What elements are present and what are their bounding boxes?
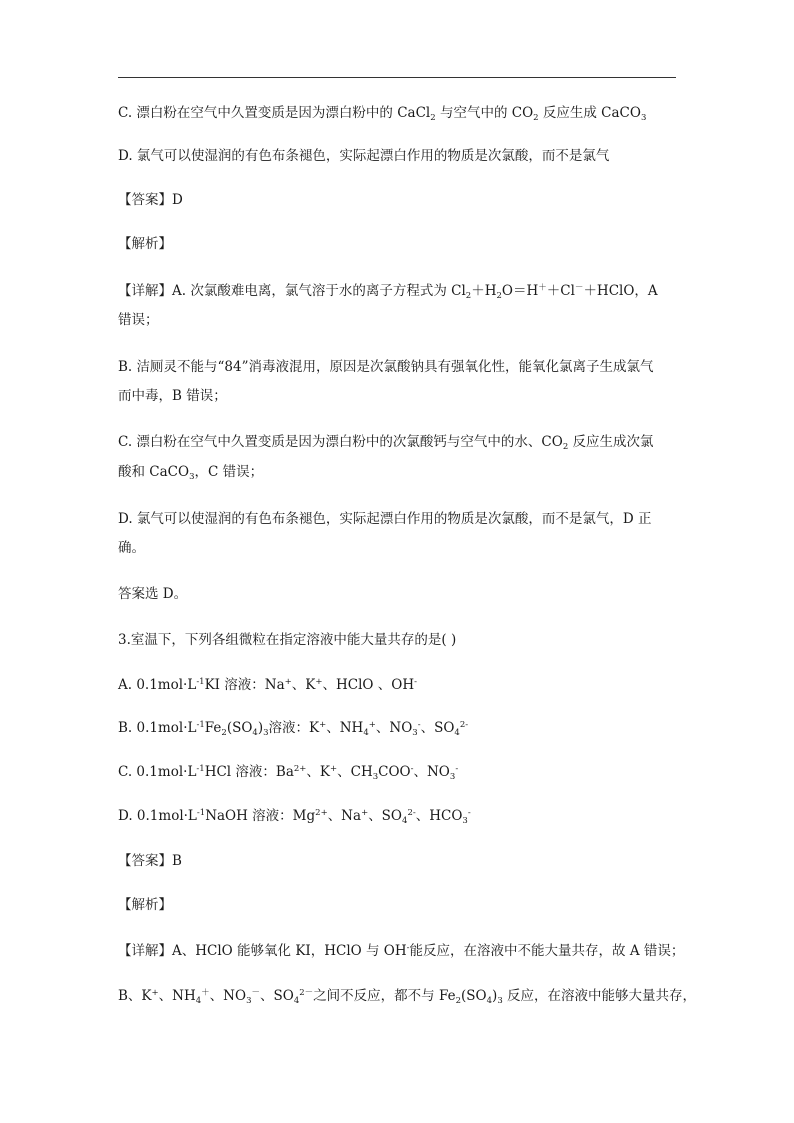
subscript: 2 — [221, 728, 227, 738]
subscript: 2 — [455, 996, 462, 1006]
text-line — [118, 807, 471, 825]
text-run: 反应，在溶液中能够大量共存， — [502, 988, 697, 1004]
text-run: 确。 — [118, 540, 145, 556]
superscript: -1 — [196, 764, 205, 774]
text-line — [118, 282, 658, 300]
text-run: C. 0.1mol·L — [118, 764, 197, 780]
subscript: 3 — [462, 816, 468, 826]
subscript: 3 — [449, 772, 456, 782]
text-line — [118, 191, 183, 209]
subscript: 4 — [402, 816, 408, 826]
text-line — [118, 147, 609, 165]
subscript: 4 — [363, 728, 369, 738]
text-run: 、SO — [368, 808, 403, 824]
text-line — [118, 433, 654, 451]
text-run: 、K — [291, 677, 316, 693]
text-run: B、K — [118, 988, 152, 1004]
text-run: 而中毒，B 错误； — [118, 388, 227, 404]
subscript: 3 — [189, 472, 195, 482]
text-run: O＝H — [501, 283, 539, 299]
subscript: 2 — [533, 113, 539, 123]
text-run: 、Na — [327, 808, 362, 824]
subscript: 4 — [486, 996, 493, 1006]
subscript: 3 — [246, 996, 252, 1006]
superscript: 2- — [407, 808, 416, 818]
subscript: 2 — [430, 113, 436, 123]
superscript: 2+ — [315, 808, 328, 818]
text-line — [118, 719, 468, 737]
superscript: + — [361, 808, 369, 818]
superscript: + — [284, 677, 292, 687]
text-run: (SO — [461, 988, 487, 1004]
text-run: 酸和 CaCO — [118, 464, 190, 480]
superscript: - — [455, 764, 459, 774]
header-rule — [118, 77, 676, 78]
text-run: NaOH 溶液：Mg — [205, 808, 316, 824]
text-line — [118, 896, 172, 914]
superscript: + — [315, 677, 323, 687]
text-line — [118, 631, 456, 649]
subscript: 3 — [497, 996, 503, 1006]
text-run: 【答案】D — [118, 192, 183, 208]
text-run: 【详解】A. 次氯酸难电离，氯气溶于水的离子方程式为 Cl — [118, 283, 466, 299]
text-run: 溶液：K — [268, 720, 320, 736]
text-run: 错误； — [118, 312, 159, 328]
text-run: 能反应，在溶液中不能大量共存，故 A 错误； — [409, 943, 685, 959]
text-run: D. 氯气可以使湿润的有色布条褪色，实际起漂白作用的物质是次氯酸，而不是氯气，D 正 — [118, 511, 652, 527]
text-run: ) — [257, 720, 264, 736]
text-run: B. 洁厕灵不能与“84”消毒液混用，原因是次氯酸钠具有强氧化性，能氧化氯离子生成氯气 — [118, 359, 654, 375]
text-line — [118, 104, 646, 122]
text-run: 【详解】A、HClO 能够氧化 KI，HClO 与 OH — [118, 943, 407, 959]
text-line — [118, 387, 227, 405]
text-line — [118, 311, 159, 329]
text-run: ＋HClO，A — [583, 283, 658, 299]
superscript: ＋ — [538, 283, 547, 293]
superscript: - — [410, 764, 414, 774]
text-line — [118, 585, 187, 603]
text-run: D. 氯气可以使湿润的有色布条褪色，实际起漂白作用的物质是次氯酸，而不是氯气 — [118, 148, 610, 164]
text-line — [118, 763, 458, 781]
superscript: - — [414, 677, 418, 687]
superscript: -1 — [196, 720, 205, 730]
superscript: + — [151, 988, 159, 998]
text-line — [118, 358, 653, 376]
text-line — [118, 852, 182, 870]
text-line — [118, 942, 684, 960]
text-line — [118, 235, 172, 253]
superscript: 2+ — [293, 764, 307, 774]
text-run: COO — [378, 764, 411, 780]
text-run: 、SO — [420, 720, 455, 736]
text-run: A. 0.1mol·L — [118, 677, 197, 693]
text-run: 与空气中的 CO — [435, 105, 534, 121]
text-line — [118, 463, 263, 481]
text-run: 答案选 D。 — [118, 586, 188, 602]
text-run: C. 漂白粉在空气中久置变质是因为漂白粉中的次氯酸钙与空气中的水、CO — [118, 434, 563, 450]
text-line — [118, 676, 417, 694]
text-run: 、K — [306, 764, 330, 780]
text-run: ＋Cl — [546, 283, 575, 299]
subscript: 4 — [195, 996, 202, 1006]
text-run: 反应生成 CaCO — [538, 105, 641, 121]
subscript: 4 — [252, 728, 258, 738]
text-run: 、SO — [260, 988, 294, 1004]
superscript: + — [330, 764, 338, 774]
superscript: - — [467, 808, 471, 818]
text-run: 、NO — [375, 720, 413, 736]
text-line — [118, 539, 145, 557]
subscript: 4 — [454, 728, 460, 738]
text-run: 之间不反应，都不与 Fe — [313, 988, 456, 1004]
text-run: B. 0.1mol·L — [118, 720, 197, 736]
superscript: － — [251, 988, 260, 998]
text-run: ) — [492, 988, 498, 1004]
text-run: 3.室温下，下列各组微粒在指定溶液中能大量共存的是( ) — [118, 632, 457, 648]
superscript: ＋ — [201, 988, 210, 998]
superscript: -1 — [196, 677, 205, 687]
subscript: 3 — [263, 728, 269, 738]
superscript: + — [368, 720, 376, 730]
superscript: -1 — [196, 808, 206, 818]
text-run: 【解析】 — [118, 897, 172, 913]
text-run: (SO — [226, 720, 253, 736]
subscript: 2 — [496, 291, 502, 301]
subscript: 3 — [412, 728, 418, 738]
superscript: 2- — [459, 720, 469, 730]
text-run: ＋H — [471, 283, 497, 299]
subscript: 3 — [372, 772, 379, 782]
superscript: - — [406, 943, 410, 953]
text-line — [118, 987, 696, 1005]
text-run: C. 漂白粉在空气中久置变质是因为漂白粉中的 CaCl — [118, 105, 431, 121]
text-run: 【答案】B — [118, 853, 182, 869]
text-run: 、HCO — [415, 808, 463, 824]
text-run: 、NO — [413, 764, 450, 780]
text-run: HCl 溶液：Ba — [204, 764, 294, 780]
superscript: 2－ — [299, 988, 314, 998]
subscript: 2 — [465, 291, 472, 301]
subscript: 2 — [562, 442, 569, 452]
text-run: 【解析】 — [118, 236, 172, 252]
text-run: 、HClO 、OH — [322, 677, 415, 693]
text-run: D. 0.1mol·L — [118, 808, 197, 824]
superscript: － — [574, 283, 584, 293]
text-run: 反应生成次氯 — [568, 434, 654, 450]
superscript: - — [417, 720, 421, 730]
subscript: 4 — [293, 996, 300, 1006]
text-line — [118, 510, 652, 528]
superscript: + — [319, 720, 327, 730]
text-run: Fe — [204, 720, 222, 736]
text-run: ，C 错误； — [194, 464, 264, 480]
text-run: 、NH — [158, 988, 196, 1004]
text-run: KI 溶液：Na — [204, 677, 285, 693]
text-run: 、NH — [326, 720, 364, 736]
text-run: 、CH — [337, 764, 373, 780]
text-run: 、NO — [209, 988, 247, 1004]
subscript: 3 — [640, 113, 647, 123]
